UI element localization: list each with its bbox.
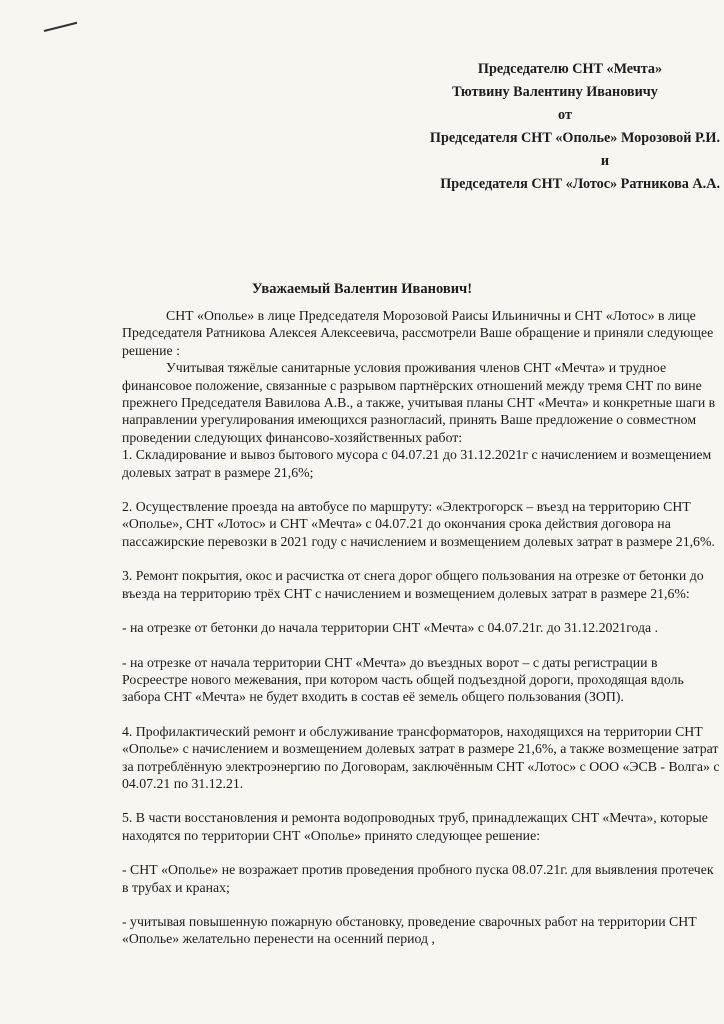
list-item-3b: - на отрезке от начала территории СНТ «Мечта» до въездных ворот – с даты регистрации в Росреестре нового межевания, при котором часть общей подъездной дороги, проходящая вдоль забора СНТ «Мечта» не будет входить в состав её земель общего пользования (ЗОП). bbox=[122, 654, 684, 705]
list-item-5a: - СНТ «Ополье» не возражает против проведения пробного пуска 08.07.21г. для выявления протечек в трубах и кранах; bbox=[122, 862, 714, 895]
list-item-5b: - учитывая повышенную пожарную обстановку, проведение сварочных работ на территории СНТ «Ополье» желательно перенести на осенний период , bbox=[122, 913, 697, 947]
paragraph-intro: СНТ «Ополье» в лице Председателя Морозовой Раисы Ильиничны и СНТ «Лотос» в лице Председателя Ратникова Алексея Алексеевича, рассмотрели Ваше обращение и приняли следующее решение : bbox=[122, 308, 714, 358]
addressee-line-recipient-name: Тютвину Валентину Ивановичу bbox=[452, 84, 658, 100]
list-item-2: 2. Осуществление проезда на автобусе по маршруту: «Электрогорск – въезд на территорию СНТ «Ополье», СНТ «Лотос» и СНТ «Мечта» с 04.07.21 до окончания срока действия договора на пассажирские перевозки в 2021 году с начислением и возмещением долевых затрат в размере 21,6%. bbox=[122, 499, 715, 549]
paragraph-reasoning: Учитывая тяжёлые санитарные условия проживания членов СНТ «Мечта» и трудное финансовое положение, связанные с разрывом партнёрских отношений между тремя СНТ по вине прежнего Председателя Вавилова А.В., а также, учитывая планы СНТ «Мечта» и конкретные шаги в направлении урегулирования имеющихся разногласий, принять Ваше предложение о совместном проведении следующих финансово-хозяйственных работ: bbox=[122, 360, 716, 445]
addressee-line-recipient-title: Председателю СНТ «Мечта» bbox=[477, 61, 663, 77]
list-item-5: 5. В части восстановления и ремонта водопроводных труб, принадлежащих СНТ «Мечта», которые находятся по территории СНТ «Ополье» принято следующее решение: bbox=[122, 810, 708, 843]
addressee-line-from: от bbox=[558, 107, 572, 123]
greeting: Уважаемый Валентин Иванович! bbox=[251, 281, 473, 297]
list-item-4: 4. Профилактический ремонт и обслуживание трансформаторов, находящихся на территории СНТ «Ополье» с начислением и возмещением долевых затрат в размере 21,6%, а также возмещение затрат за потреблённую электроэнергию по Договорам, заключённым СНТ «Лотос» с ООО «ЭСВ - Волга» с 04.07.21 по 31.12.21. bbox=[122, 723, 720, 791]
addressee-block bbox=[390, 58, 720, 196]
pen-stroke-mark bbox=[44, 22, 77, 32]
list-item-3: 3. Ремонт покрытия, окос и расчистка от снега дорог общего пользования на отрезке от бетонки до въезда на территорию трёх СНТ с начислением и возмещением долевых затрат в размере 21,6%: bbox=[122, 568, 704, 601]
addressee-line-sender-1: Председателя СНТ «Ополье» Морозовой Р.И. bbox=[429, 130, 720, 146]
addressee-line-sender-2: Председателя СНТ «Лотос» Ратникова А.А. bbox=[440, 176, 720, 192]
list-item-1: 1. Складирование и вывоз бытового мусора с 04.07.21 до 31.12.2021г с начислением и возмещением долевых затрат в размере 21,6%; bbox=[122, 447, 712, 480]
addressee-line-and: и bbox=[600, 153, 610, 169]
list-item-3a: - на отрезке от бетонки до начала территории СНТ «Мечта» с 04.07.21г. до 31.12.2021года . bbox=[122, 620, 659, 636]
letter-body bbox=[122, 307, 720, 948]
